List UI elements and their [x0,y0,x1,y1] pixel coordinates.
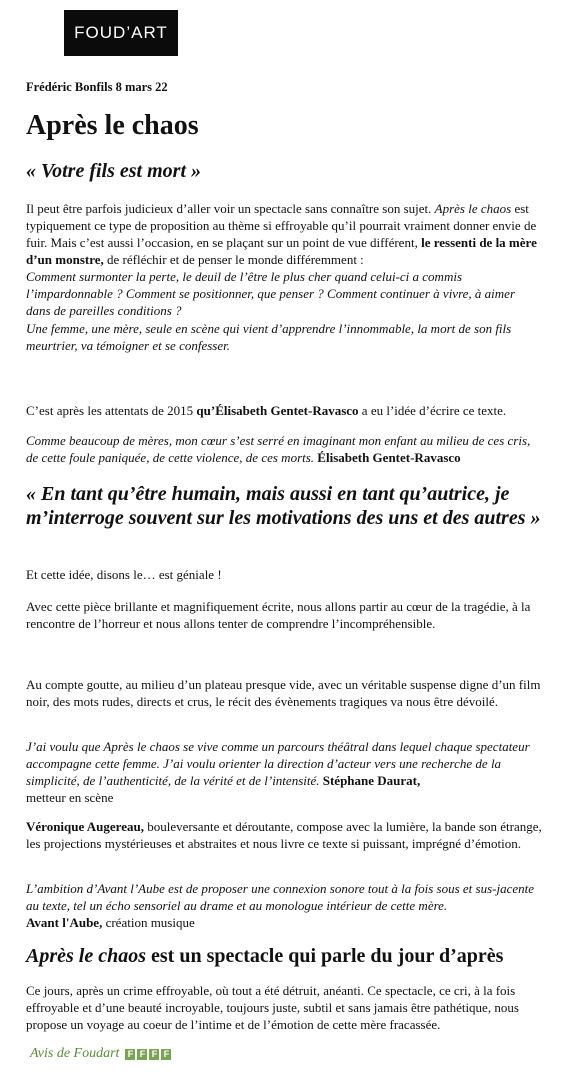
actress-paragraph [26,818,542,852]
article-byline: Frédéric Bonfils 8 mars 22 [26,80,168,94]
review-footer [30,1046,171,1062]
logo-text: FOUD’ART [74,23,168,42]
author-quote-text: Comme beaucoup de mères, mon cœur s’est serré en imaginant mon enfant au milieu de ces cris, de cette foule paniquée, de cette violence, de ces morts. [26,433,531,465]
origin-paragraph [26,402,542,419]
music-credit-role: création musique [102,915,195,930]
director-quote-text: J’ai voulu que Après le chaos se vive comme un parcours théâtral dans lequel chaque spectateur accompagne cette femme. J’ai voulu orienter la direction d’acteur vers une recherche de la simplicité, de l’authenticité, de la vérité et de l’intensité. [26,739,530,788]
show-title-inline: Après le chaos [434,201,512,216]
synopsis-paragraph: Une femme, une mère, seule en scène qui vient d’apprendre l’innommable, la mort de son fils meurtrier, va témoigner et se confesser. [26,321,512,353]
play-paragraph: Avec cette pièce brillante et magnifiquement écrite, nous allons partir au cœur de la tragédie, à la rencontre de l’horreur et nous allons tenter de comprendre l’incompréhensible. [26,599,531,631]
rating-f-icon: F [125,1049,135,1060]
rating-f-icon: F [161,1049,171,1060]
article-subtitle: « Votre fils est mort » [26,160,202,182]
intro-questions: Comment surmonter la perte, le deuil de l’être le plus cher quand celui-ci a commis l’impardonnable ? Comment se positionner, que penser ? Comment continuer à vivre, à aimer dans de pareilles conditions ? [26,269,515,318]
origin-text-1: C’est après les attentats de 2015 [26,403,197,418]
rating-f-icon: F [137,1049,147,1060]
director-name: Stéphane Daurat, [319,773,421,788]
conclusion-paragraph: Ce jours, après un crime effroyable, où tout a été détruit, anéanti. Ce spectacle, ce cri, à la fois effroyable et d’une beauté incroyable, toujours juste, subtil et sans jamais être pathétique, nous propose un voyage au coeur de l’intime et de l’émotion de cette mère fracassée. [26,983,519,1032]
author-pull-quote: « En tant qu’être humain, mais aussi en tant qu’autrice, je m’interroge souvent sur les motivations des uns et des autres » [26,483,541,529]
intro-emphasis: le ressenti de la mère d’un monstre, [26,235,537,267]
review-label: Avis de Foudart [30,1046,120,1061]
section-heading-title: Après le chaos [26,945,146,967]
intro-paragraph [26,200,542,319]
article-title: Après le chaos [26,110,199,141]
rating-icons [125,1049,171,1060]
author-quote-paragraph [26,432,542,466]
director-quote-paragraph [26,738,542,806]
idea-paragraph: Et cette idée, disons le… est géniale ! [26,567,222,582]
section-heading-rest: est un spectacle qui parle du jour d’après [146,945,504,967]
actress-name: Véronique Augereau, [26,819,144,834]
director-role: metteur en scène [26,790,114,805]
music-paragraph [26,880,542,931]
author-name-bold: qu’Élisabeth Gentet-Ravasco [196,403,359,418]
foudart-logo[interactable] [64,10,178,56]
music-credit-name: Avant l'Aube, [26,915,103,930]
music-quote-text: L’ambition d’Avant l’Aube est de proposer une connexion sonore tout à la fois sous et sus-jacente au texte, tel un écho sensoriel au drame et au monologue intérieur de cette mère. [26,881,535,913]
rating-f-icon: F [149,1049,159,1060]
author-quote-attribution: Élisabeth Gentet-Ravasco [314,450,461,465]
actress-text: bouleversante et déroutante, compose avec la lumière, la bande son étrange, les projections mystérieuses et abstraites et nous livre ce texte si puissant, imprégné d’émotion. [26,819,542,851]
intro-text-1: Il peut être parfois judicieux d’aller voir un spectacle sans connaître son sujet. [26,201,435,216]
section-heading [26,944,556,968]
intro-text-3: de réfléchir et de penser le monde différemment : [103,252,364,267]
intro-text-2: est typiquement ce type de proposition au thème si effroyable qu’il pourrait vraiment donner envie de fuir. Mais c’est aussi l’occasion, en se plaçant sur un point de vue différent, [26,201,537,250]
staging-paragraph: Au compte goutte, au milieu d’un plateau presque vide, avec un véritable suspense digne d’un film noir, des mots rudes, directs et crus, le récit des évènements tragiques va nous être dévoilé. [26,677,541,709]
origin-text-2: a eu l’idée d’écrire ce texte. [358,403,507,418]
